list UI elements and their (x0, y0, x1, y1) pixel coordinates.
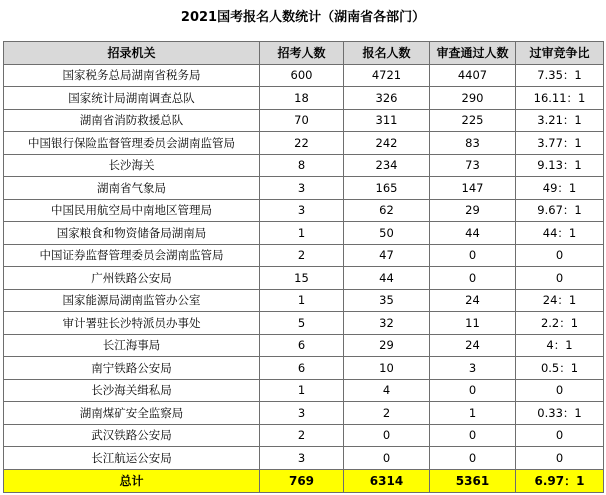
table-row (4, 132, 604, 155)
table-row (4, 379, 604, 402)
cell-applicants: 44 (344, 267, 430, 290)
table-row (4, 64, 604, 87)
cell-quota: 3 (260, 177, 344, 200)
cell-approved: 290 (430, 87, 516, 110)
cell-approved: 0 (430, 267, 516, 290)
cell-agency: 长江海事局 (4, 334, 260, 357)
header-agency: 招录机关 (4, 42, 260, 65)
cell-quota: 1 (260, 222, 344, 245)
cell-quota: 18 (260, 87, 344, 110)
cell-ratio: 2.2：1 (516, 312, 604, 335)
table-row (4, 177, 604, 200)
cell-quota: 70 (260, 109, 344, 132)
total-quota: 769 (260, 469, 344, 492)
cell-ratio: 4：1 (516, 334, 604, 357)
cell-approved: 24 (430, 289, 516, 312)
registration-table (3, 41, 604, 493)
cell-quota: 3 (260, 447, 344, 470)
cell-agency: 中国民用航空局中南地区管理局 (4, 199, 260, 222)
cell-agency: 国家能源局湖南监管办公室 (4, 289, 260, 312)
cell-approved: 1 (430, 402, 516, 425)
cell-approved: 29 (430, 199, 516, 222)
cell-approved: 147 (430, 177, 516, 200)
header-applicants: 报名人数 (344, 42, 430, 65)
table-row (4, 334, 604, 357)
cell-quota: 3 (260, 199, 344, 222)
cell-ratio: 9.67：1 (516, 199, 604, 222)
cell-agency: 长沙海关缉私局 (4, 379, 260, 402)
total-row (4, 469, 604, 492)
cell-applicants: 47 (344, 244, 430, 267)
table-row (4, 424, 604, 447)
cell-approved: 4407 (430, 64, 516, 87)
cell-quota: 1 (260, 379, 344, 402)
cell-agency: 中国银行保险监督管理委员会湖南监管局 (4, 132, 260, 155)
cell-applicants: 234 (344, 154, 430, 177)
table-row (4, 402, 604, 425)
cell-ratio: 16.11：1 (516, 87, 604, 110)
cell-ratio: 49：1 (516, 177, 604, 200)
cell-quota: 2 (260, 244, 344, 267)
cell-ratio: 24：1 (516, 289, 604, 312)
table-row (4, 244, 604, 267)
cell-ratio: 9.13：1 (516, 154, 604, 177)
cell-quota: 3 (260, 402, 344, 425)
cell-applicants: 242 (344, 132, 430, 155)
cell-ratio: 0 (516, 267, 604, 290)
cell-applicants: 311 (344, 109, 430, 132)
table-row (4, 267, 604, 290)
cell-agency: 广州铁路公安局 (4, 267, 260, 290)
cell-applicants: 29 (344, 334, 430, 357)
cell-agency: 国家统计局湖南调查总队 (4, 87, 260, 110)
cell-agency: 长江航运公安局 (4, 447, 260, 470)
cell-ratio: 3.21：1 (516, 109, 604, 132)
cell-approved: 11 (430, 312, 516, 335)
cell-agency: 南宁铁路公安局 (4, 357, 260, 380)
cell-quota: 22 (260, 132, 344, 155)
table-row (4, 199, 604, 222)
total-applicants: 6314 (344, 469, 430, 492)
cell-ratio: 7.35：1 (516, 64, 604, 87)
cell-applicants: 4721 (344, 64, 430, 87)
cell-applicants: 35 (344, 289, 430, 312)
cell-ratio: 44：1 (516, 222, 604, 245)
table-row (4, 87, 604, 110)
page-title: 2021国考报名人数统计（湖南省各部门） (180, 10, 426, 25)
cell-ratio: 0 (516, 424, 604, 447)
cell-quota: 2 (260, 424, 344, 447)
table-row (4, 109, 604, 132)
cell-applicants: 326 (344, 87, 430, 110)
cell-approved: 0 (430, 447, 516, 470)
cell-quota: 1 (260, 289, 344, 312)
cell-approved: 0 (430, 424, 516, 447)
cell-quota: 15 (260, 267, 344, 290)
cell-applicants: 50 (344, 222, 430, 245)
cell-approved: 44 (430, 222, 516, 245)
cell-agency: 长沙海关 (4, 154, 260, 177)
cell-approved: 0 (430, 379, 516, 402)
cell-quota: 5 (260, 312, 344, 335)
cell-agency: 湖南省气象局 (4, 177, 260, 200)
table-row (4, 447, 604, 470)
cell-ratio: 3.77：1 (516, 132, 604, 155)
cell-applicants: 10 (344, 357, 430, 380)
total-label: 总计 (4, 469, 260, 492)
table-row (4, 312, 604, 335)
cell-ratio: 0 (516, 447, 604, 470)
cell-applicants: 0 (344, 424, 430, 447)
cell-quota: 600 (260, 64, 344, 87)
header-approved: 审查通过人数 (430, 42, 516, 65)
cell-ratio: 0 (516, 379, 604, 402)
cell-ratio: 0.33：1 (516, 402, 604, 425)
total-approved: 5361 (430, 469, 516, 492)
cell-ratio: 0 (516, 244, 604, 267)
cell-approved: 24 (430, 334, 516, 357)
cell-applicants: 165 (344, 177, 430, 200)
total-ratio: 6.97：1 (516, 469, 604, 492)
cell-agency: 国家粮食和物资储备局湖南局 (4, 222, 260, 245)
header-ratio: 过审竞争比 (516, 42, 604, 65)
cell-applicants: 0 (344, 447, 430, 470)
cell-approved: 0 (430, 244, 516, 267)
header-row (4, 42, 604, 65)
cell-agency: 国家税务总局湖南省税务局 (4, 64, 260, 87)
cell-applicants: 62 (344, 199, 430, 222)
cell-agency: 湖南省消防救援总队 (4, 109, 260, 132)
cell-agency: 武汉铁路公安局 (4, 424, 260, 447)
cell-approved: 83 (430, 132, 516, 155)
cell-ratio: 0.5：1 (516, 357, 604, 380)
cell-agency: 审计署驻长沙特派员办事处 (4, 312, 260, 335)
table-row (4, 289, 604, 312)
cell-applicants: 32 (344, 312, 430, 335)
cell-quota: 8 (260, 154, 344, 177)
cell-approved: 225 (430, 109, 516, 132)
cell-applicants: 2 (344, 402, 430, 425)
cell-approved: 73 (430, 154, 516, 177)
cell-approved: 3 (430, 357, 516, 380)
table-row (4, 357, 604, 380)
table-row (4, 222, 604, 245)
cell-agency: 湖南煤矿安全监察局 (4, 402, 260, 425)
cell-quota: 6 (260, 357, 344, 380)
header-quota: 招考人数 (260, 42, 344, 65)
table-row (4, 154, 604, 177)
table-body (4, 64, 604, 469)
cell-agency: 中国证券监督管理委员会湖南监管局 (4, 244, 260, 267)
cell-applicants: 4 (344, 379, 430, 402)
cell-quota: 6 (260, 334, 344, 357)
